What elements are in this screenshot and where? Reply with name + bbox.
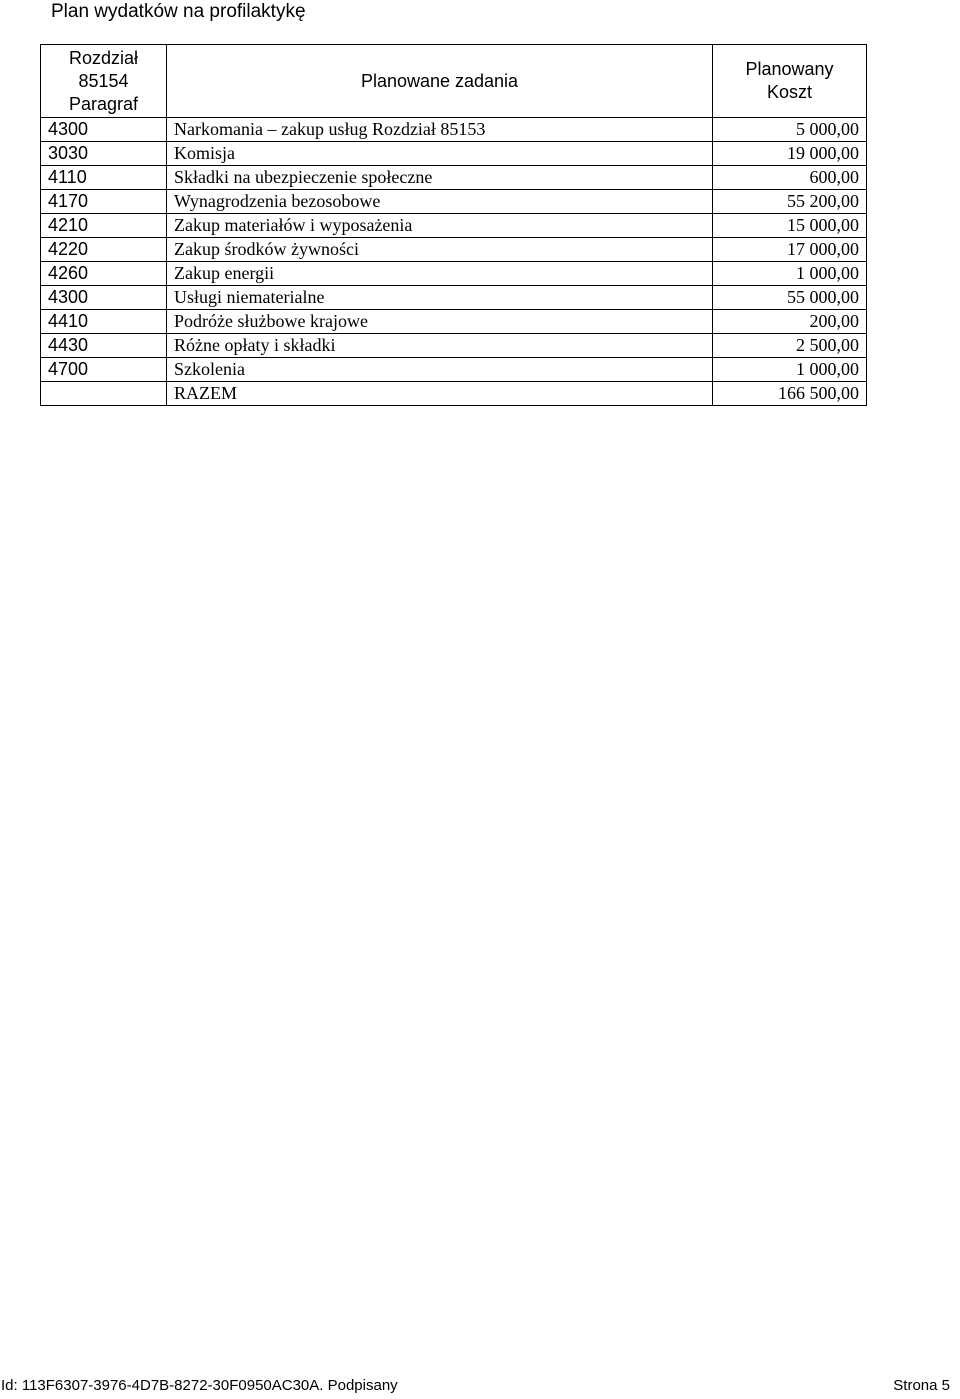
table-row [41,358,867,382]
row-cost: 200,00 [713,310,867,334]
row-cost: 600,00 [713,166,867,190]
total-label: RAZEM [167,382,713,406]
row-code: 4700 [41,358,167,382]
row-code: 4170 [41,190,167,214]
row-task: Usługi niematerialne [167,286,713,310]
header-task-label: Planowane zadania [360,70,519,91]
row-task: Komisja [167,142,713,166]
row-code: 4220 [41,238,167,262]
table-row [41,334,867,358]
footer-page-number: Strona 5 [893,1377,950,1394]
row-task: Składki na ubezpieczenie społeczne [167,166,713,190]
table-row [41,142,867,166]
row-task: Szkolenia [167,358,713,382]
budget-table [40,44,867,406]
total-cost: 166 500,00 [713,382,867,406]
header-code-line1: Rozdział [68,47,139,68]
header-code-line3: Paragraf [68,93,139,114]
table-row [41,310,867,334]
header-code-line2: 85154 [78,70,129,91]
row-task: Różne opłaty i składki [167,334,713,358]
table-row [41,238,867,262]
row-code: 4260 [41,262,167,286]
table-row [41,190,867,214]
row-code: 3030 [41,142,167,166]
table-row [41,286,867,310]
row-task: Zakup energii [167,262,713,286]
row-task: Podróże służbowe krajowe [167,310,713,334]
page-title: Plan wydatków na profilaktykę [51,1,306,22]
row-task: Wynagrodzenia bezosobowe [167,190,713,214]
row-task: Narkomania – zakup usług Rozdział 85153 [167,118,713,142]
row-cost: 2 500,00 [713,334,867,358]
header-code [41,45,167,118]
total-code [41,382,167,406]
row-cost: 55 000,00 [713,286,867,310]
table-row [41,214,867,238]
table-row [41,118,867,142]
row-cost: 55 200,00 [713,190,867,214]
row-cost: 15 000,00 [713,214,867,238]
row-code: 4300 [41,118,167,142]
row-code: 4210 [41,214,167,238]
row-code: 4430 [41,334,167,358]
row-cost: 19 000,00 [713,142,867,166]
row-cost: 5 000,00 [713,118,867,142]
row-code: 4300 [41,286,167,310]
header-cost [713,45,867,118]
row-cost: 1 000,00 [713,358,867,382]
total-row [41,382,867,406]
table-header-row [41,45,867,118]
footer-document-id: Id: 113F6307-3976-4D7B-8272-30F0950AC30A. Podpisany [1,1377,398,1394]
header-cost-line1: Planowany [745,59,834,79]
row-code: 4110 [41,166,167,190]
row-task: Zakup środków żywności [167,238,713,262]
row-task: Zakup materiałów i wyposażenia [167,214,713,238]
table-row [41,166,867,190]
table-row [41,262,867,286]
header-cost-line2: Koszt [766,82,813,102]
header-task [167,45,713,118]
row-cost: 1 000,00 [713,262,867,286]
row-code: 4410 [41,310,167,334]
row-cost: 17 000,00 [713,238,867,262]
